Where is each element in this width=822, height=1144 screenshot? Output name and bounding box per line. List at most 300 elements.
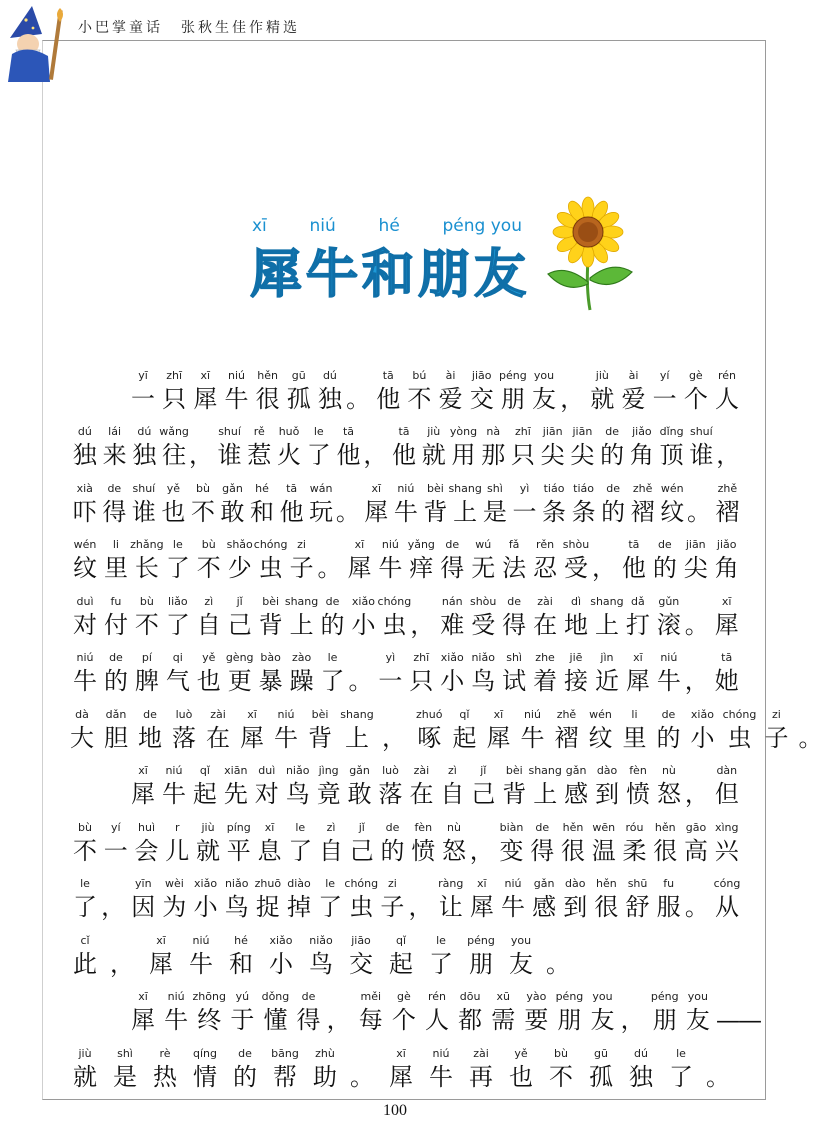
character-with-pinyin [546,1047,576,1093]
hanzi: 不 [549,1062,573,1091]
hanzi: 背 [423,497,448,526]
title-pinyin-syllable: hé [378,216,400,236]
character-with-pinyin [588,990,618,1036]
hanzi: 不 [196,554,221,582]
hanzi: ， [410,610,435,639]
hanzi: 上 [345,723,369,752]
character-with-pinyin [316,821,346,867]
character-with-pinyin [284,877,314,923]
hanzi: 难 [440,610,465,639]
hanzi: 一 [652,384,677,413]
pinyin: de [107,481,122,495]
hanzi: 他 [392,441,416,469]
character-with-pinyin [218,482,248,528]
pinyin: de [325,594,340,608]
punctuation [716,425,742,471]
pinyin: gū [291,368,306,382]
pinyin: qi [172,651,183,664]
hanzi: 。 [798,723,822,752]
character-with-pinyin [128,877,158,923]
hanzi: 的 [600,441,625,469]
character-with-pinyin [712,538,742,584]
hanzi: 用 [451,441,476,469]
punctuation [470,821,496,867]
hanzi: 他 [621,554,646,582]
pinyin: jiǎo [632,425,652,438]
hanzi: 温 [591,836,616,865]
punctuation [621,990,647,1036]
hanzi: 了 [288,836,313,865]
hanzi: 鸟 [285,780,310,808]
character-with-pinyin [626,1047,656,1093]
character-with-pinyin [342,708,372,754]
hanzi: 一 [512,497,537,526]
hanzi: 敢 [220,497,245,526]
hanzi: 褶 [630,497,655,526]
hanzi: 儿 [165,836,190,865]
punctuation [592,538,618,584]
pinyin: yì [519,481,530,495]
hanzi: 的 [380,836,405,865]
hanzi: 地 [564,610,588,639]
character-with-pinyin [437,651,467,697]
character-with-pinyin [70,934,100,980]
pinyin: jiù [595,368,609,382]
pinyin: gè [397,990,411,1003]
pinyin: gū [594,1046,608,1060]
character-with-pinyin [377,594,412,641]
character-with-pinyin [163,595,193,641]
pinyin: dàn [716,764,738,777]
pinyin: shì [487,481,503,495]
character-with-pinyin [110,1047,140,1093]
hanzi: 得 [296,1006,321,1034]
pinyin: wèi [165,877,184,890]
character-with-pinyin [376,764,406,810]
hanzi: ， [326,1006,351,1034]
character-with-pinyin [538,425,568,471]
hanzi: 玩 [309,497,334,526]
pinyin: xū [496,990,510,1003]
pinyin: gǎn [349,764,370,777]
running-header [78,17,300,37]
character-with-pinyin [190,1047,220,1093]
character-with-pinyin [654,651,684,697]
hanzi: 怒 [442,836,466,865]
pinyin: hěn [257,368,278,382]
hanzi: 都 [458,1006,483,1034]
hanzi: 独 [629,1062,653,1091]
pinyin: dào [565,877,586,890]
hanzi: 犀 [469,893,494,921]
hanzi: 他 [376,384,401,413]
character-with-pinyin [346,934,376,980]
hanzi: 。 [346,384,371,413]
pinyin: shòu [562,538,590,551]
hanzi: 。 [684,893,709,921]
hanzi: 虫 [258,554,283,582]
punctuation [382,708,406,754]
pinyin: shang [528,764,562,777]
pinyin: shang [284,594,319,608]
hanzi: 会 [134,836,159,865]
hanzi: 的 [601,497,626,526]
hanzi: 柔 [622,836,647,865]
text-line [70,754,742,811]
character-with-pinyin [468,538,498,584]
hanzi: 牛 [161,780,186,808]
pinyin: fèn [414,820,433,834]
character-with-pinyin [230,1047,260,1093]
character-with-pinyin [150,1047,180,1093]
character-with-pinyin [530,595,560,641]
character-with-pinyin [70,651,100,697]
hanzi: 起 [192,780,217,808]
hanzi: 惹 [247,441,272,469]
hanzi: 尖 [570,441,595,469]
character-with-pinyin [554,990,584,1036]
character-with-pinyin [654,595,684,641]
hanzi: 气 [165,667,190,695]
pinyin: tā [628,538,640,551]
hanzi: 己 [227,610,252,639]
hanzi: 到 [595,780,620,808]
pinyin: luò [382,764,399,777]
character-with-pinyin [70,425,100,471]
character-with-pinyin [389,990,419,1036]
pinyin: jiān [572,425,593,438]
character-with-pinyin [294,990,324,1036]
pinyin: wán [309,481,333,495]
hanzi: 褶 [715,497,740,526]
character-with-pinyin [315,369,345,415]
hanzi: 爱 [621,384,646,413]
hanzi: 需 [491,1006,516,1034]
character-with-pinyin [132,595,162,641]
hanzi: 的 [656,723,681,752]
hanzi: 也 [161,497,186,526]
hanzi: 只 [409,667,434,695]
pinyin: de [445,538,460,551]
hanzi: 小 [351,610,376,639]
pinyin: li [631,707,638,721]
pinyin: shuí [218,425,241,438]
character-with-pinyin [345,764,375,810]
pinyin: píng [226,820,251,834]
pinyin: dǒng [261,990,290,1003]
hanzi: 怒 [656,780,681,808]
hanzi: 那 [481,441,506,469]
pinyin: xiǎo [440,651,464,664]
pinyin: niú [397,481,415,495]
character-with-pinyin [650,821,680,867]
character-with-pinyin [467,369,497,415]
punctuation [336,482,362,528]
pinyin: cóng [713,877,741,890]
hanzi: 的 [652,554,677,582]
hanzi: 大 [70,723,94,752]
character-with-pinyin [225,538,255,584]
hanzi: 了 [165,554,190,582]
hanzi: 牛 [224,384,249,413]
pinyin: jǐ [236,594,243,608]
pinyin: gǎn [222,481,243,495]
hanzi: 纹 [660,497,685,526]
pinyin: niú [381,538,399,551]
text-line [70,584,742,641]
pinyin: dú [137,425,152,438]
pinyin: niú [432,1046,450,1060]
hanzi: 试 [502,667,527,695]
character-with-pinyin [318,651,348,697]
character-with-pinyin [406,651,436,697]
hanzi: 不 [73,836,97,865]
punctuation [409,877,435,923]
punctuation [189,425,215,471]
text-line [70,923,742,980]
pinyin: chóng [377,594,412,608]
pinyin: qǐ [395,933,407,947]
pinyin: zhuó [416,707,443,721]
hanzi: ， [469,836,494,865]
hanzi: 就 [196,836,220,865]
character-with-pinyin [101,538,131,584]
pinyin: zào [291,651,312,664]
hanzi: 犀 [131,1006,155,1034]
pinyin: qǐ [199,764,210,777]
character-with-pinyin [128,990,158,1036]
hanzi: 只 [510,441,535,469]
punctuation [685,595,711,641]
hanzi: 于 [230,1006,255,1034]
pinyin: gè [688,368,703,382]
character-with-pinyin [221,764,251,810]
character-with-pinyin [419,425,449,471]
hanzi: 着 [533,667,558,695]
pinyin: you [592,990,613,1003]
character-with-pinyin [283,764,313,810]
character-with-pinyin [255,821,285,867]
punctuation [327,990,353,1036]
pinyin: duì [76,594,94,608]
character-with-pinyin [588,708,612,754]
pinyin: jiē [569,651,583,664]
character-with-pinyin [592,764,622,810]
pinyin: hěn [654,820,676,834]
hanzi: 独 [317,384,342,413]
hanzi: 舒 [625,893,650,921]
pinyin: róu [625,820,644,834]
hanzi: 友 [685,1006,710,1034]
hanzi: 起 [452,723,477,752]
character-with-pinyin [530,538,560,584]
pinyin: qǐ [459,707,470,721]
character-with-pinyin [623,877,653,923]
hanzi: 牛 [274,723,298,752]
punctuation [685,764,711,810]
character-with-pinyin [132,538,162,584]
pinyin: hé [255,481,269,495]
hanzi: 了 [73,893,97,921]
pinyin: zhě [556,707,577,721]
pinyin: jìng [318,764,339,777]
character-with-pinyin [408,821,438,867]
pinyin: péng [555,990,584,1003]
sunflower-icon [538,198,638,312]
hanzi: 息 [257,836,282,865]
hanzi: 痒 [409,554,434,582]
hanzi: 只 [162,384,187,413]
pinyin: de [507,594,521,608]
hanzi: 很 [561,836,585,865]
pinyin: yě [202,651,216,664]
character-with-pinyin [439,821,469,867]
character-with-pinyin [132,651,162,697]
pinyin: chóng [722,707,757,721]
pinyin: yīn [135,877,152,890]
pinyin: péng [499,368,527,382]
pinyin: zhe [535,651,555,664]
hanzi: 自 [196,610,221,639]
pinyin: diào [287,877,311,890]
hanzi: 感 [532,893,557,921]
hanzi: 犀 [625,667,650,695]
hanzi: 朋 [500,384,525,413]
pinyin: zì [326,820,336,834]
pinyin: ài [628,368,639,382]
character-with-pinyin [681,538,711,584]
hanzi: 往 [162,441,187,469]
pinyin: liǎo [168,594,188,608]
hanzi: 里 [622,723,647,752]
pinyin: yòng [449,425,478,438]
pinyin: xī [493,707,504,721]
pinyin: de [109,651,123,664]
hanzi: 帮 [273,1062,297,1091]
character-with-pinyin [314,764,344,810]
character-with-pinyin [172,708,196,754]
character-with-pinyin [650,990,680,1036]
punctuation [346,369,372,415]
hanzi: 犀 [347,554,372,582]
character-with-pinyin [561,764,591,810]
pinyin: nà [486,425,501,438]
character-with-pinyin [437,764,467,810]
character-with-pinyin [436,369,466,415]
pinyin: xià [76,481,93,495]
character-with-pinyin [285,821,315,867]
character-with-pinyin [529,877,559,923]
character-with-pinyin [310,1047,340,1093]
pinyin: wén [73,538,97,551]
hanzi: 爱 [438,384,463,413]
hanzi: 不 [190,497,215,526]
character-with-pinyin [592,595,622,641]
character-with-pinyin [128,764,158,810]
character-with-pinyin [186,934,216,980]
character-with-pinyin [480,482,510,528]
pinyin: xī [264,820,275,834]
character-with-pinyin [650,538,680,584]
pinyin: xī [156,933,166,947]
hanzi: 和 [229,949,253,978]
pinyin: shū [627,877,648,890]
hanzi: 。 [335,497,360,526]
hanzi: 牛 [500,893,525,921]
character-with-pinyin [561,651,591,697]
hanzi: ， [363,441,388,469]
pinyin: dì [570,594,582,608]
hanzi: 子 [380,893,405,921]
wizard-mascot-icon [2,4,78,82]
character-with-pinyin [690,708,714,754]
character-with-pinyin [163,651,193,697]
pinyin: le [295,820,306,834]
hanzi: 很 [594,893,619,921]
character-with-pinyin [499,538,529,584]
character-with-pinyin [100,425,130,471]
hanzi: 得 [102,497,127,526]
pinyin: gāo [685,820,707,834]
hanzi: ， [188,441,213,469]
character-with-pinyin [508,425,538,471]
hanzi: 在 [409,780,434,808]
pinyin: ài [445,368,456,382]
pinyin: you [533,368,555,382]
hanzi: 孤 [286,384,311,413]
character-with-pinyin [162,821,192,867]
character-with-pinyin [510,482,540,528]
character-with-pinyin [334,425,364,471]
character-with-pinyin [520,708,544,754]
hanzi: 脾 [134,667,159,695]
hanzi: 也 [196,667,221,695]
hanzi: 牛 [73,667,97,695]
hanzi: 忍 [533,554,558,582]
pinyin: you [510,933,532,947]
character-with-pinyin [344,538,374,584]
hanzi: 到 [563,893,588,921]
character-with-pinyin [488,990,518,1036]
character-with-pinyin [260,990,290,1036]
hanzi: 滚 [656,610,681,639]
character-with-pinyin [159,764,189,810]
pinyin: jiù [427,425,441,438]
hanzi: 。 [684,610,709,639]
character-with-pinyin [437,595,467,641]
hanzi: 虫 [349,893,374,921]
hanzi: 落 [378,780,403,808]
character-with-pinyin [253,877,283,923]
pinyin: de [301,990,316,1003]
hanzi: 再 [469,1062,493,1091]
hanzi: 受 [564,554,588,582]
hanzi: 兴 [714,836,739,865]
character-with-pinyin [422,990,452,1036]
character-with-pinyin [287,651,317,697]
character-with-pinyin [256,651,286,697]
hanzi: 友 [590,1006,615,1034]
character-with-pinyin [206,708,230,754]
hanzi: 得 [502,610,527,639]
hanzi: 谁 [689,441,714,469]
hanzi: 在 [533,610,558,639]
punctuation [715,990,760,1036]
pinyin: péng [650,990,679,1003]
hanzi: 他 [279,497,304,526]
series-subtitle: 张秋生佳作精选 [181,20,300,36]
character-with-pinyin [253,538,288,584]
